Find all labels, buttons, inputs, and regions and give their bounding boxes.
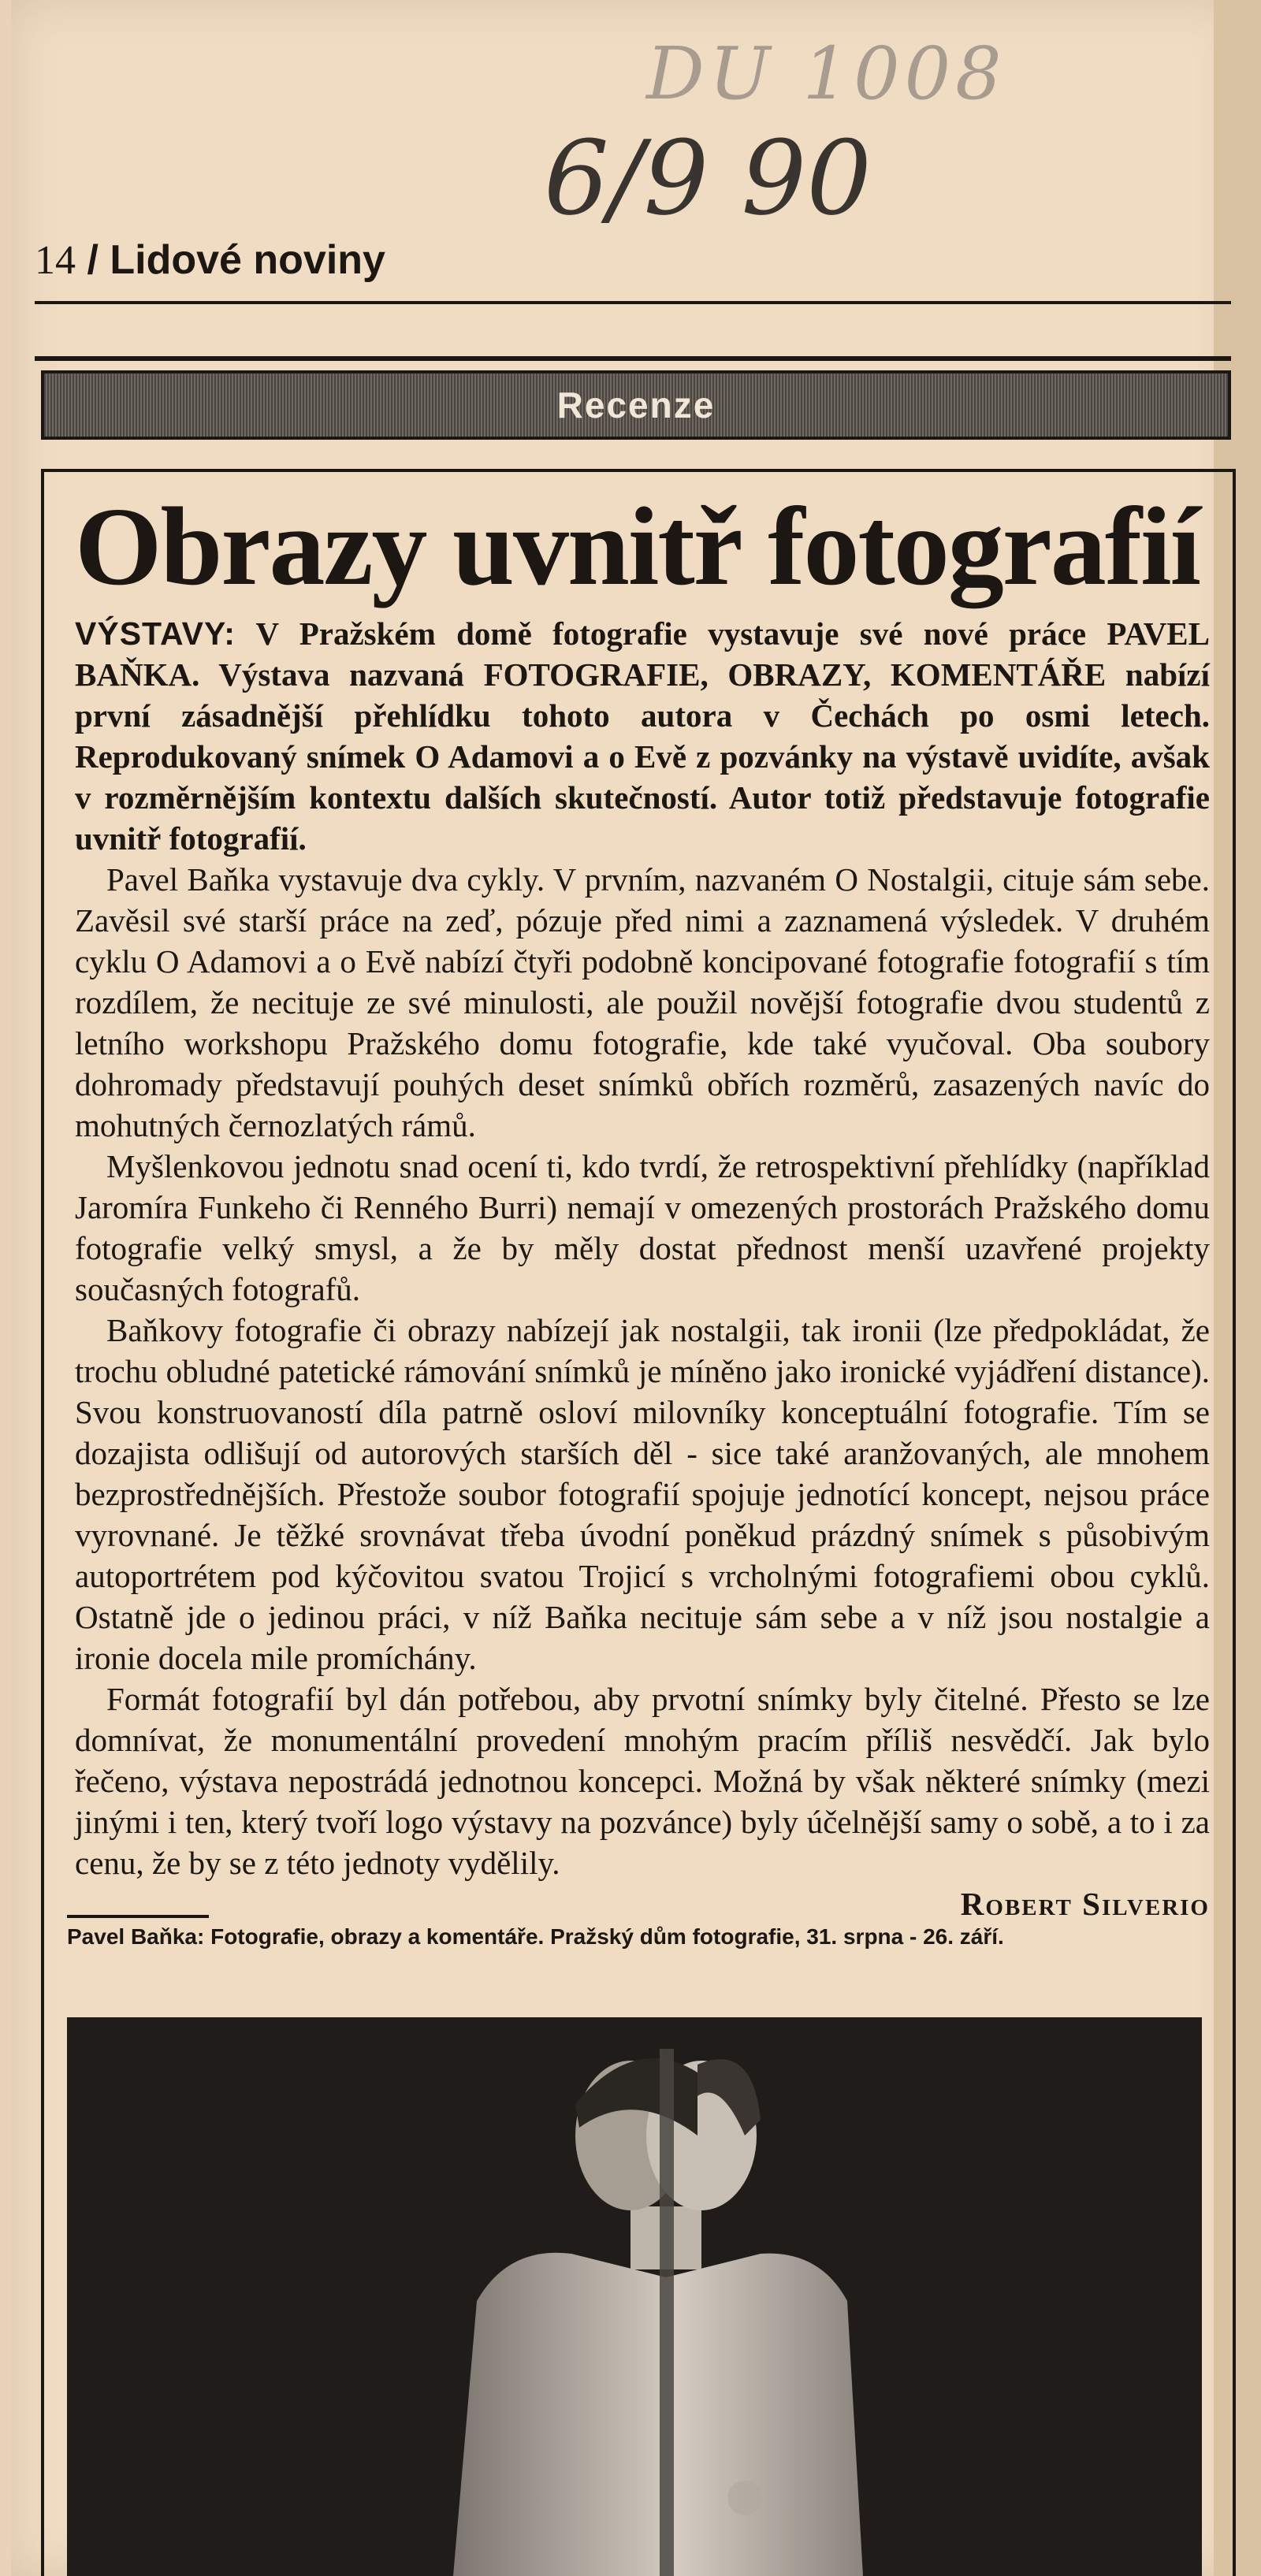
section-banner [41,370,1231,440]
article-paragraph: Pavel Baňka vystavuje dva cykly. V prvním, nazvaném O Nostalgii, cituje sám sebe. Zavěsil své starší práce na zeď, pózuje před nimi a zaznamená výsledek. V druhém cyklu O Adamovi a o Evě nabízí čtyři podobně koncipované fotografie fotografií s tím rozdílem, že necituje ze své minulosti, ale použil novější fotografie dvou studentů z letního workshopu Pražského domu fotografie, kde také vyučoval. Oba soubory dohromady představují pouhých deset snímků obřích rozměrů, zasazených navíc do mohutných černozlatých rámů. [75,861,1210,1143]
article-body [75,613,1210,1924]
exhibition-photo [67,2017,1202,2576]
photo-illustration [67,2017,1202,2576]
exhibition-caption: Pavel Baňka: Fotografie, obrazy a komentáře. Pražský dům fotografie, 31. srpna - 26. září. [67,1924,1004,1949]
page-header [35,236,385,284]
caption-rule [67,1915,209,1918]
article-kicker: VÝSTAVY: [75,615,236,652]
handwritten-archive-code: DU 1008 [646,32,1006,116]
section-rule [35,356,1231,361]
article-paragraph: Baňkovy fotografie či obrazy nabízejí jak nostalgii, tak ironii (lze předpokládat, že trochu obludné patetické rámování snímků je míněno jako ironické vyjádření distance). Svou konstruovaností díla patrně osloví milovníky konceptuální fotografie. Tím se dozajista odlišují od autorových starších děl - sice také aranžovaných, ale mnohem bezprostřednějších. Přestože soubor fotografií spojuje jednotící koncept, nejsou práce vyrovnané. Je těžké srovnávat třeba úvodní poněkud prázdný snímek s působivým autoportrétem pod kýčovitou svatou Trojicí s vrcholnými fotografiemi obou cyklů. Ostatně jde o jedinou práci, v níž Baňka necituje sám sebe a v níž jsou nostalgie a ironie docela mile promíchány. [75,1312,1210,1676]
handwritten-date: 6/9 90 [544,118,872,238]
article-paragraph: Formát fotografií byl dán potřebou, aby prvotní snímky byly čitelné. Přesto se lze domnívat, že monumentální provedení mnohým pracím příliš nesvědčí. Jak bylo řečeno, výstava nepostrádá jednotnou koncepci. Možná by však některé snímky (mezi jinými i ten, který tvoří logo výstavy na pozvánce) byly účelnější samy o sobě, a to i za cenu, že by se z této jednoty vydělily. [75,1681,1210,1881]
photo-seam [660,2049,674,2576]
figure-right-half [666,2254,863,2576]
header-separator: / [87,237,99,283]
article-paragraph: Myšlenkovou jednotu snad ocení ti, kdo tvrdí, že retrospektivní přehlídky (například Jaromíra Funkeho či Renného Burri) nemají v omezených prostorách Pražského domu fotografie velký smysl, a že by měly dostat přednost menší uzavřené projekty současných fotografů. [75,1148,1210,1307]
article-lead [75,613,1210,859]
header-rule [35,301,1231,304]
lead-text: V Pražském domě fotografie vystavuje své nové práce PAVEL BAŇKA. Výstava nazvaná FOTOGRAFIE, OBRAZY, KOMENTÁŘE nabízí první zásadnější přehlídku tohoto autora v Čechách po osmi letech. Reprodukovaný snímek O Adamovi a o Evě z pozvánky na výstavě uvidíte, avšak v rozměrnějším kontextu dalších skutečností. Autor totiž představuje fotografie uvnitř fotografií. [75,615,1210,857]
publication-name: Lidové noviny [110,237,385,283]
figure-left-half [453,2253,666,2576]
page-number: 14 [35,238,76,283]
article-headline: Obrazy uvnitř fotografií [75,484,1200,608]
article-author: Robert Silverio [960,1886,1210,1922]
section-label: Recenze [556,385,716,426]
